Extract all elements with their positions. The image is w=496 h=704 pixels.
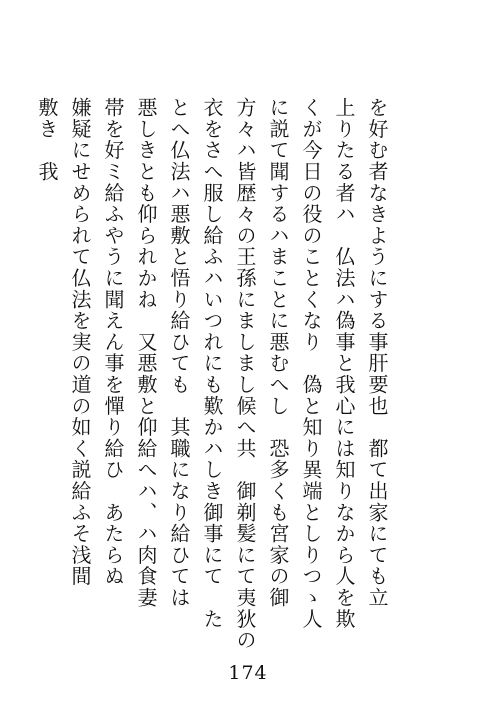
text-line-4: に説て聞するハまことに悪むへし 恐多くも宮家の御 (266, 97, 290, 609)
text-line-9: 帯を好ミ給ふやうに聞えん事を憚り給ひ あたらぬ (101, 97, 125, 587)
text-line-11: 敷き 我 (35, 97, 59, 183)
page-number: 174 (228, 662, 268, 684)
text-line-7: とへ仏法ハ悪敷と悟り給ひても 其職になり給ひては (167, 97, 191, 609)
text-line-5: 方々ハ皆歴々の王孫にましまし候へ共 御剃髪にて夷狄の (233, 97, 257, 651)
text-line-8: 悪しきとも仰られかね 又悪敷と仰給へハ、ハ肉食妻 (134, 97, 158, 609)
text-line-2: 上りたる者ハ 仏法ハ偽事と我心には知りなから人を欺 (332, 97, 356, 630)
text-line-1: を好む者なきようにする事肝要也 都て出家にても立 (365, 97, 389, 609)
text-line-10: 嫌疑にせめられて仏法を実の道の如く説給ふそ浅間 (68, 97, 92, 587)
text-line-3: くが今日の役のことくなり 偽と知り異端としりつゝ人 (299, 97, 323, 630)
text-line-6: 衣をさへ服し給ふハいつれにも歎かハしき御事にて た (200, 97, 224, 630)
